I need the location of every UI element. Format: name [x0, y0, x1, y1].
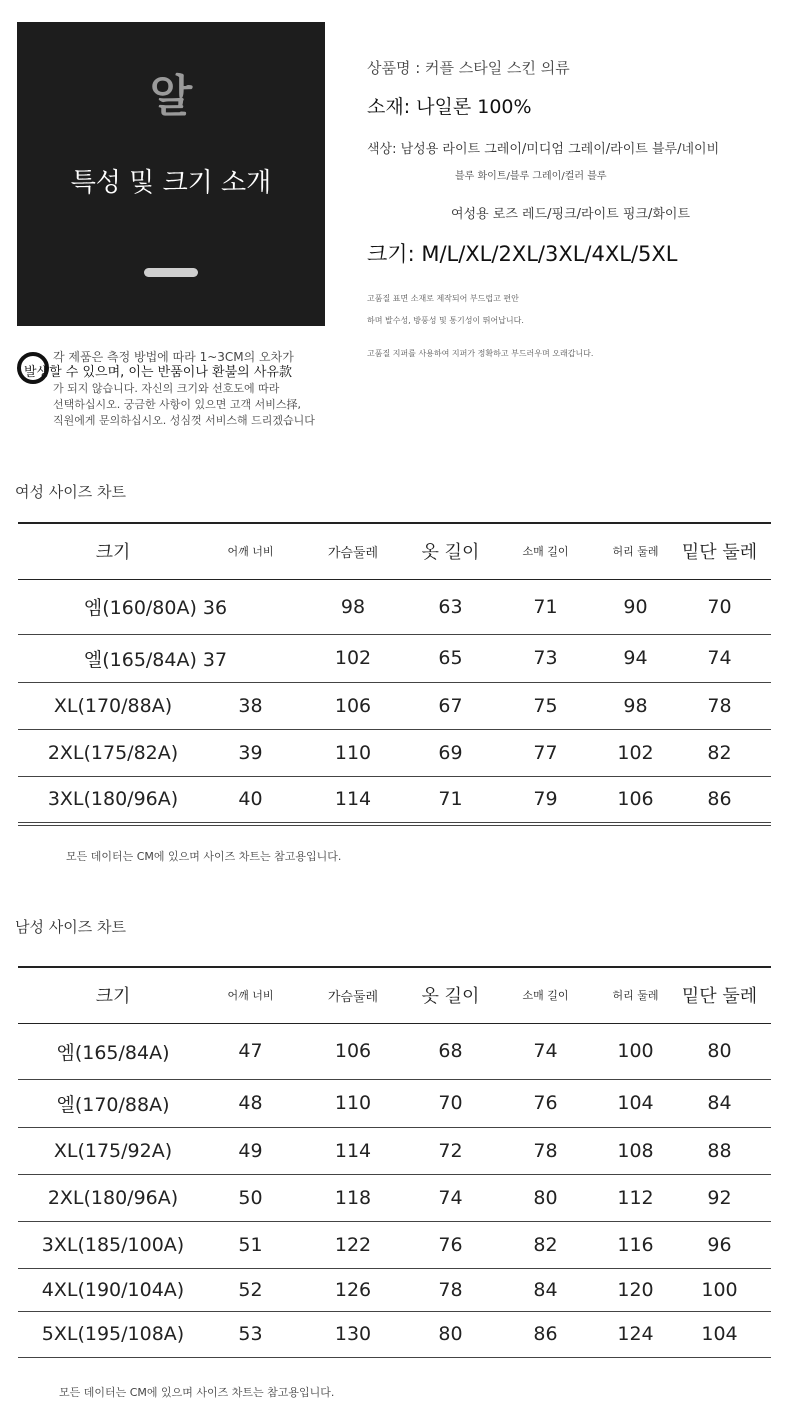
hero-divider — [144, 268, 198, 277]
cell-value: 126 — [334, 1278, 372, 1301]
notice-line: 직원에게 문의하십시오. 성심껏 서비스해 드리겠습니다 — [53, 414, 315, 427]
product-note-1: 고품질 표면 소재로 제작되어 부드럽고 편안 — [367, 294, 519, 303]
cell-value: 77 — [533, 741, 558, 764]
product-note-3: 고품질 지퍼를 사용하여 지퍼가 정확하고 부드러우며 오래갑니다. — [367, 349, 594, 358]
cell-size: 4XL(190/104A) — [41, 1278, 185, 1301]
cell-value: 114 — [334, 788, 372, 811]
header-waist: 허리 둘레 — [612, 989, 659, 1003]
cell-size: 엠(165/84A) — [56, 1041, 170, 1064]
cell-value: 104 — [617, 1092, 654, 1114]
hero-subtitle: 특성 및 크기 소개 — [70, 168, 272, 198]
cell-value: 88 — [707, 1139, 732, 1162]
cell-value: 98 — [340, 595, 366, 618]
notice-line: 각 제품은 측정 방법에 따라 1~3CM의 오차가 — [53, 350, 294, 364]
cell-value: 70 — [438, 1092, 463, 1114]
cell-value: 110 — [334, 741, 372, 764]
cell-value: 106 — [334, 694, 372, 717]
cell-value: 110 — [334, 1092, 372, 1114]
cell-value: 86 — [533, 1323, 558, 1345]
cell-value: 106 — [617, 788, 654, 811]
cell-value: 84 — [533, 1278, 558, 1301]
cell-value: 104 — [701, 1323, 738, 1345]
cell-value: 80 — [533, 1186, 558, 1209]
men-footnote: 모든 데이터는 CM에 있으며 사이즈 차트는 참고용입니다. — [59, 1386, 335, 1399]
cell-value: 116 — [617, 1233, 654, 1256]
cell-size: 엘(170/88A) — [56, 1093, 170, 1116]
cell-value: 80 — [438, 1323, 463, 1345]
cell-value: 114 — [334, 1139, 372, 1162]
header-size: 크기 — [95, 542, 131, 564]
header-length: 옷 길이 — [421, 986, 480, 1008]
table-row — [18, 1127, 771, 1174]
product-color-line2: 블루 화이트/블루 그레이/컬러 블루 — [455, 171, 607, 182]
cell-value: 68 — [438, 1040, 463, 1062]
cell-value: 74 — [438, 1186, 463, 1209]
table-row — [18, 1221, 771, 1268]
product-note-2: 하며 발수성, 방풍성 및 통기성이 뛰어납니다. — [367, 316, 524, 325]
cell-value: 71 — [533, 595, 558, 618]
cell-value: 52 — [238, 1278, 263, 1301]
product-color-line1: 색상: 남성용 라이트 그레이/미디엄 그레이/라이트 블루/네이비 — [367, 142, 720, 157]
table-row — [18, 634, 771, 682]
cell-value: 72 — [438, 1139, 463, 1162]
cell-size: 2XL(180/96A) — [47, 1186, 179, 1209]
cell-size: 3XL(180/96A) — [47, 788, 179, 811]
header-sleeve: 소매 길이 — [522, 545, 569, 559]
cell-value: 39 — [238, 741, 263, 764]
cell-value: 79 — [533, 788, 558, 811]
cell-value: 65 — [438, 647, 463, 669]
cell-value: 48 — [238, 1092, 263, 1114]
cell-value: 108 — [617, 1139, 654, 1162]
product-size: 크기: M/L/XL/2XL/3XL/4XL/5XL — [367, 242, 678, 266]
cell-value: 96 — [707, 1233, 732, 1256]
cell-value: 74 — [533, 1040, 558, 1062]
table-header-row — [18, 523, 771, 579]
cell-value: 92 — [707, 1186, 732, 1209]
cell-value: 51 — [238, 1233, 263, 1256]
header-chest: 가슴둘레 — [327, 545, 379, 561]
cell-value: 120 — [617, 1278, 654, 1301]
hero-character: 알 — [149, 71, 193, 122]
men-size-chart-title: 남성 사이즈 차트 — [15, 918, 126, 936]
cell-value: 82 — [707, 741, 732, 764]
cell-value: 122 — [334, 1233, 372, 1256]
cell-value: 98 — [623, 694, 648, 717]
cell-value: 82 — [533, 1233, 558, 1256]
table-row — [18, 1268, 771, 1311]
cell-value: 71 — [438, 788, 463, 811]
table-row — [18, 1023, 771, 1079]
notice-line: 발생할 수 있으며, 이는 반품이나 환불의 사유款 — [24, 365, 292, 380]
notice-line: 가 되지 않습니다. 자신의 크기와 선호도에 따라 — [53, 382, 280, 395]
header-size: 크기 — [95, 986, 131, 1008]
hero-banner — [17, 22, 325, 326]
product-material: 소재: 나일론 100% — [367, 96, 532, 118]
cell-size: 3XL(185/100A) — [41, 1233, 185, 1256]
cell-value: 78 — [438, 1278, 463, 1301]
header-chest: 가슴둘레 — [327, 989, 379, 1005]
cell-value: 100 — [617, 1040, 654, 1062]
cell-value: 76 — [438, 1233, 463, 1256]
table-row — [18, 776, 771, 824]
cell-value: 47 — [238, 1040, 263, 1062]
cell-value: 50 — [238, 1186, 263, 1209]
cell-value: 49 — [238, 1139, 263, 1162]
cell-value: 73 — [533, 647, 558, 669]
cell-value: 124 — [617, 1323, 654, 1345]
table-header-row — [18, 967, 771, 1023]
table-row — [18, 579, 771, 634]
cell-value: 40 — [238, 788, 263, 811]
men-size-table — [18, 966, 771, 1358]
cell-value: 63 — [438, 595, 463, 618]
women-size-chart-title: 여성 사이즈 차트 — [15, 483, 126, 501]
cell-size: XL(175/92A) — [53, 1139, 173, 1162]
cell-value: 78 — [533, 1139, 558, 1162]
women-size-table — [18, 522, 771, 826]
table-row — [18, 1079, 771, 1127]
header-waist: 허리 둘레 — [612, 545, 659, 559]
header-shoulder: 어깨 너비 — [227, 989, 274, 1003]
cell-value: 67 — [438, 694, 463, 717]
measurement-notice — [24, 349, 324, 429]
header-length: 옷 길이 — [421, 542, 480, 564]
cell-value: 130 — [334, 1323, 372, 1345]
cell-value: 80 — [707, 1040, 732, 1062]
product-name: 상품명 : 커플 스타일 스킨 의류 — [367, 59, 570, 77]
cell-size: 2XL(175/82A) — [47, 741, 179, 764]
header-hem: 밑단 둘레 — [681, 542, 758, 564]
cell-size: 엠(160/80A) 36 — [83, 597, 228, 619]
notice-line: 선택하십시오. 궁금한 사항이 있으면 고객 서비스择, — [53, 398, 301, 411]
cell-value: 100 — [701, 1278, 738, 1301]
cell-value: 38 — [238, 694, 263, 717]
cell-value: 86 — [707, 788, 732, 811]
cell-value: 84 — [707, 1092, 732, 1114]
cell-value: 69 — [438, 741, 463, 764]
women-footnote: 모든 데이터는 CM에 있으며 사이즈 차트는 참고용입니다. — [66, 850, 342, 863]
cell-value: 74 — [707, 647, 732, 669]
cell-value: 106 — [334, 1040, 372, 1062]
product-color-line3: 여성용 로즈 레드/핑크/라이트 핑크/화이트 — [451, 207, 691, 222]
cell-value: 112 — [617, 1186, 654, 1209]
header-hem: 밑단 둘레 — [681, 986, 758, 1008]
cell-value: 102 — [617, 741, 654, 764]
cell-value: 70 — [707, 595, 732, 618]
cell-size: 5XL(195/108A) — [41, 1323, 185, 1345]
cell-value: 90 — [623, 595, 648, 618]
cell-value: 75 — [533, 694, 558, 717]
cell-value: 118 — [334, 1186, 372, 1209]
cell-value: 76 — [533, 1092, 558, 1114]
cell-value: 102 — [334, 647, 372, 669]
cell-value: 78 — [707, 694, 732, 717]
table-row — [18, 1174, 771, 1221]
table-row — [18, 1311, 771, 1357]
cell-value: 94 — [623, 647, 648, 669]
cell-value: 53 — [238, 1323, 263, 1345]
cell-size: XL(170/88A) — [53, 694, 173, 717]
table-row — [18, 682, 771, 729]
header-sleeve: 소매 길이 — [522, 989, 569, 1003]
cell-size: 엘(165/84A) 37 — [83, 648, 228, 671]
header-shoulder: 어깨 너비 — [227, 545, 274, 559]
table-row — [18, 729, 771, 776]
